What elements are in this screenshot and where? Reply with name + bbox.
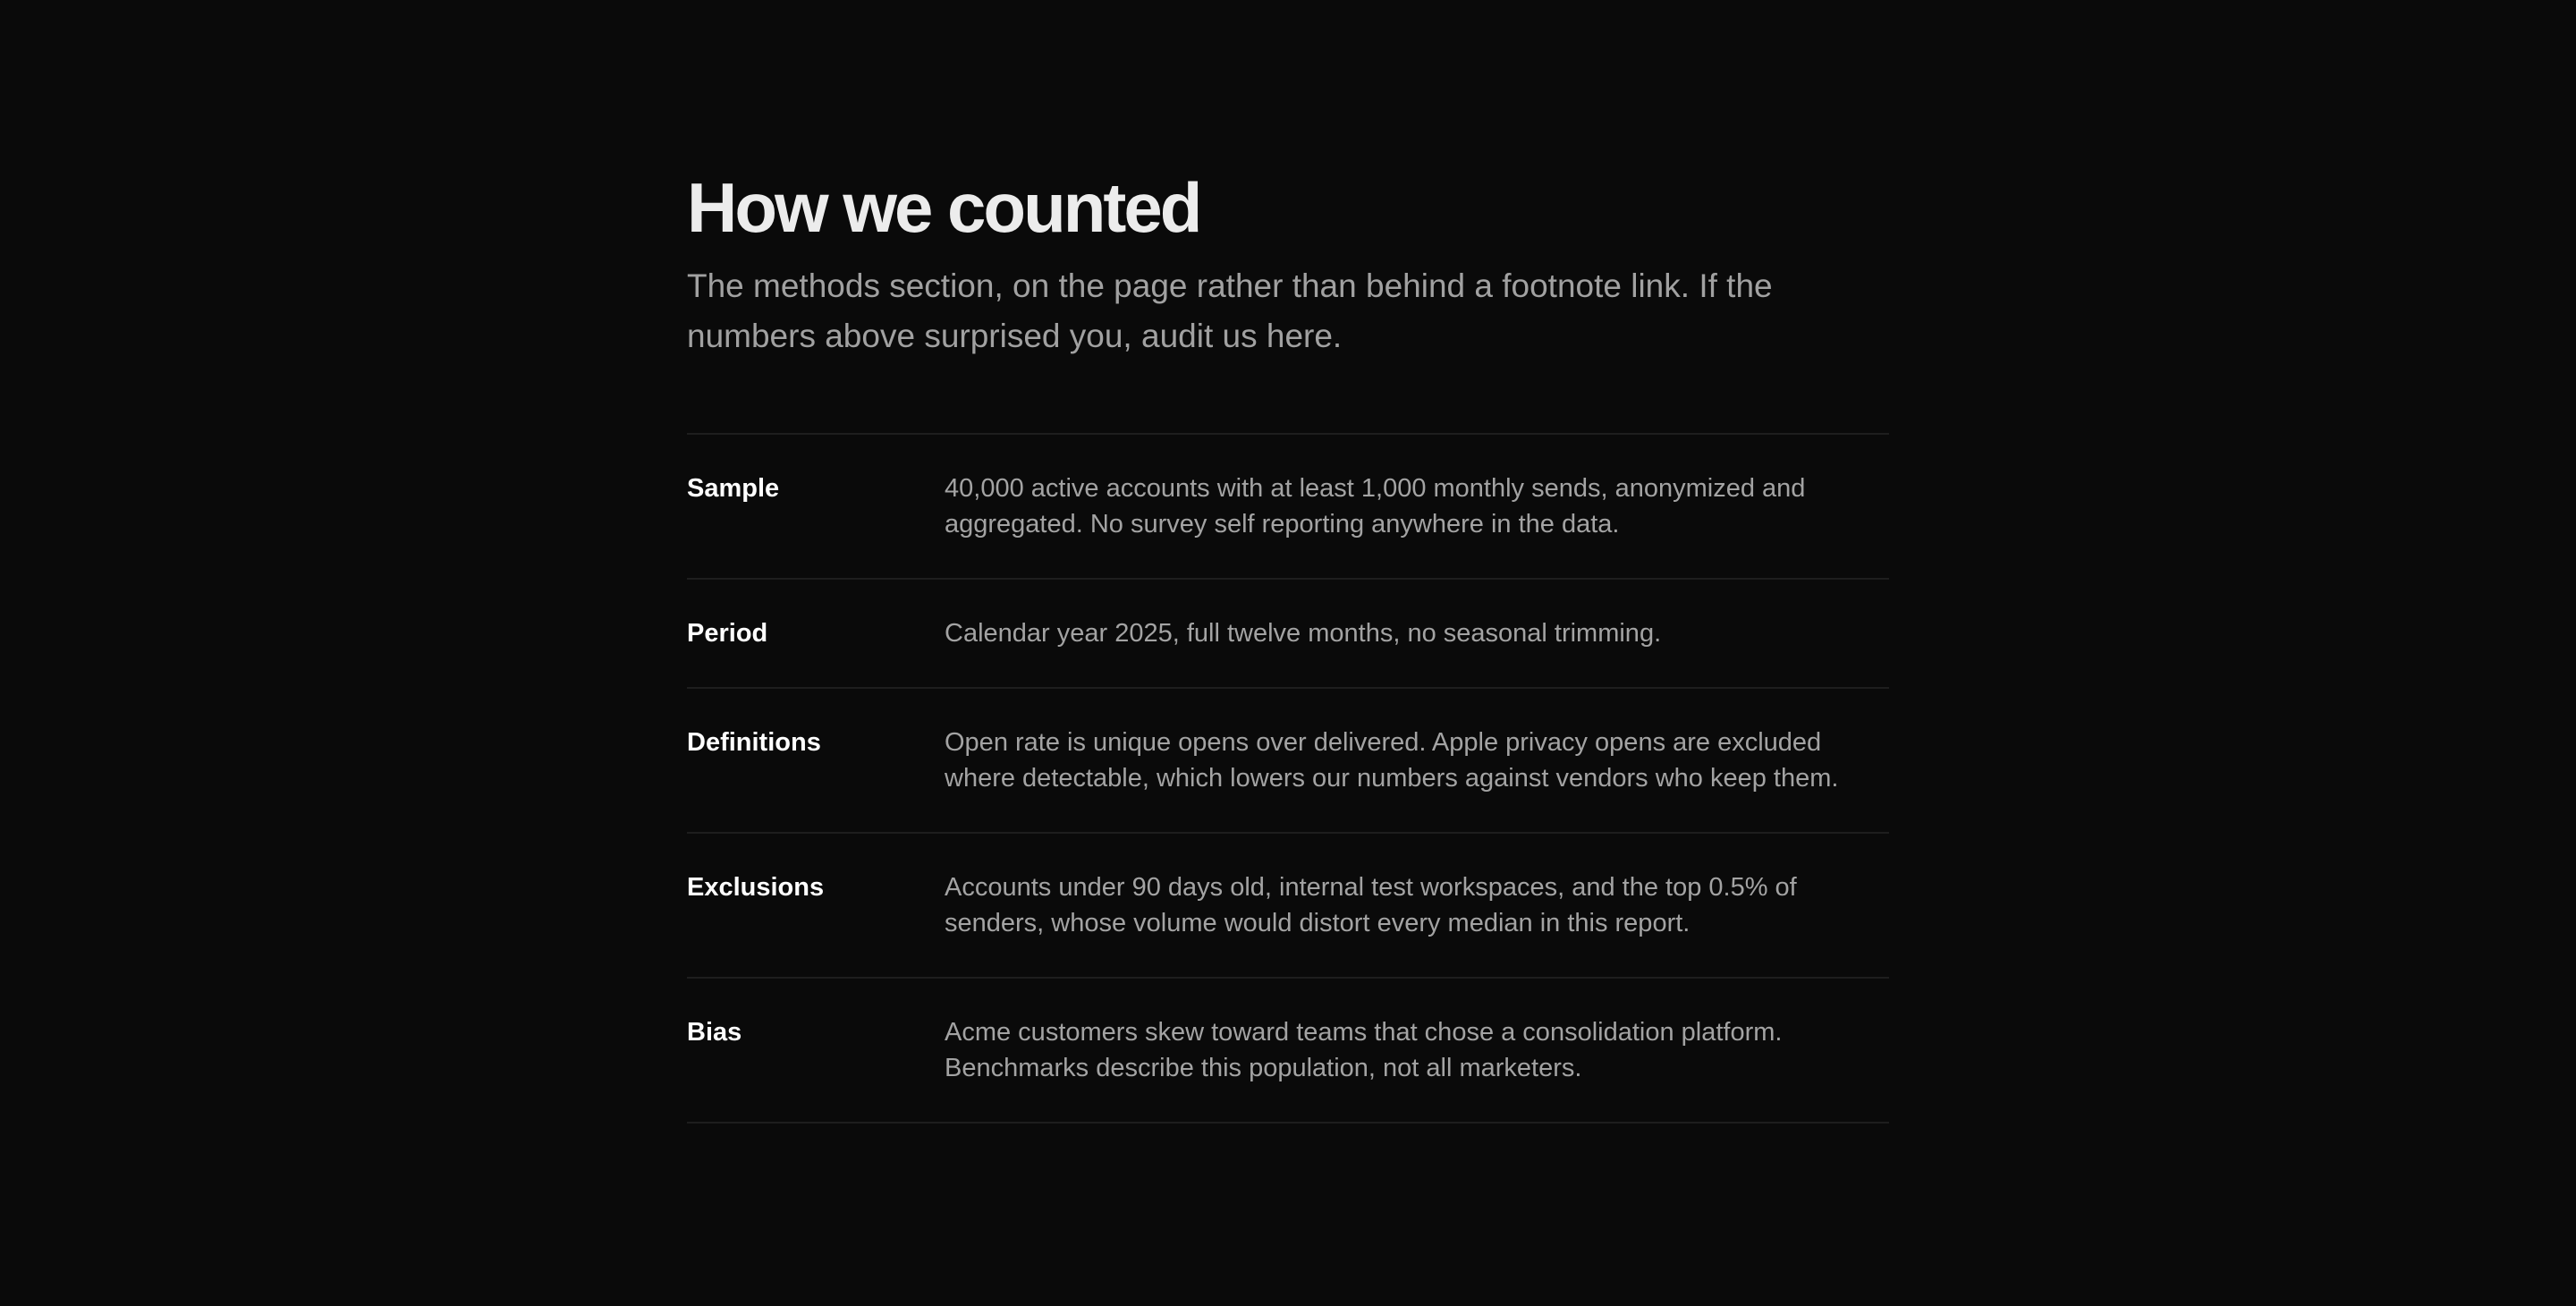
section-title: How we counted <box>687 168 1200 247</box>
row-text: Calendar year 2025, full twelve months, no seasonal trimming. <box>945 619 1662 648</box>
methods-row-definitions <box>687 689 1889 834</box>
row-text: Open rate is unique opens over delivered. Apple privacy opens are excluded where detectable, which lowers our numbers against vendors who keep them. <box>945 728 1839 793</box>
row-text: Acme customers skew toward teams that chose a consolidation platform. Benchmarks describe this population, not all marketers. <box>945 1018 1783 1082</box>
section-lede: The methods section, on the page rather than behind a footnote link. If the numbers above surprised you, audit us here. <box>687 267 1773 354</box>
methods-row-sample <box>687 435 1889 580</box>
methods-section <box>687 170 1889 1124</box>
methods-row-period <box>687 580 1889 689</box>
row-label: Exclusions <box>687 873 825 902</box>
methods-list <box>687 433 1889 1124</box>
methods-row-exclusions <box>687 834 1889 979</box>
row-text: Accounts under 90 days old, internal test workspaces, and the top 0.5% of senders, whose volume would distort every median in this report. <box>945 873 1797 937</box>
row-text: 40,000 active accounts with at least 1,000 monthly sends, anonymized and aggregated. No survey self reporting anywhere in the data. <box>945 474 1806 539</box>
row-label: Bias <box>687 1018 742 1047</box>
methods-row-bias <box>687 979 1889 1124</box>
row-label: Sample <box>687 474 780 503</box>
row-label: Definitions <box>687 728 821 757</box>
row-label: Period <box>687 619 768 648</box>
